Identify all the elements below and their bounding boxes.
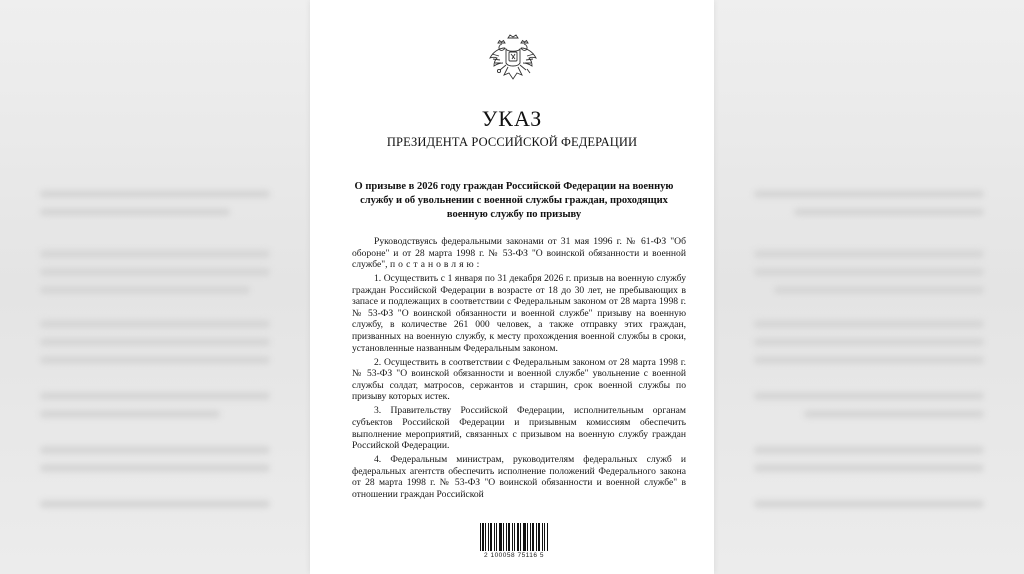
- barcode: [464, 523, 564, 559]
- decree-body: [352, 236, 686, 503]
- paragraph-1: 1. Осуществить с 1 января по 31 декабря 2026 г. призыв на военную службу граждан Российской Федерации в возрасте от 18 до 30 лет, не пребывающих в запасе и подлежащих в соответствии с Федеральным законом от 28 марта 1998 г. № 53-ФЗ "О воинской обязанности и военной службе" призыву на военную службу, в количестве 261 000 человек, а также отправку этих граждан, призванных на военную службу, к месту прохождения военной службы в сроки, установленные названным Федеральным законом.: [352, 273, 686, 354]
- decree-title: УКАЗ: [481, 106, 543, 131]
- barcode-number: 2 100058 75116 5: [484, 552, 544, 559]
- paragraph-3: 3. Правительству Российской Федерации, исполнительным органам субъектов Российской Федерации и призывным комиссиям обеспечить выполнение мероприятий, связанных с призывом на военную службу граждан Российской Федерации.: [352, 405, 686, 452]
- decree-issuer: ПРЕЗИДЕНТА РОССИЙСКОЙ ФЕДЕРАЦИИ: [386, 135, 638, 149]
- blurred-background-left: [0, 0, 310, 574]
- postanovlyayu-text: постановляю:: [389, 259, 483, 271]
- preamble-paragraph: [352, 236, 686, 271]
- decree-page: [310, 0, 714, 574]
- blurred-background-right: [714, 0, 1024, 574]
- decree-heading: О призыве в 2026 году граждан Российской Федерации на военную службу и об увольнении с военной службы граждан, проходящих военную службу по призыву: [354, 181, 674, 220]
- barcode-icon: [478, 523, 550, 551]
- paragraph-2: 2. Осуществить в соответствии с Федеральным законом от 28 марта 1998 г. № 53-ФЗ "О воинской обязанности и военной службе" увольнение с военной службы солдат, матросов, сержантов и старшин, срок военной службы по призыву которых истек.: [352, 356, 686, 403]
- preamble-text: Руководствуясь федеральными законами от 31 мая 1996 г. № 61-ФЗ "Об обороне" и от 28 марта 1998 г. № 53-ФЗ "О воинской обязанности и военной службе",: [352, 236, 686, 271]
- paragraph-4: 4. Федеральным министрам, руководителям федеральных служб и федеральных агентств обеспечить исполнение положений Федерального закона от 28 марта 1998 г. № 53-ФЗ "О воинской обязанности и военной службе" в отношении граждан Российской: [352, 454, 686, 500]
- double-headed-eagle-emblem-icon: [486, 32, 540, 88]
